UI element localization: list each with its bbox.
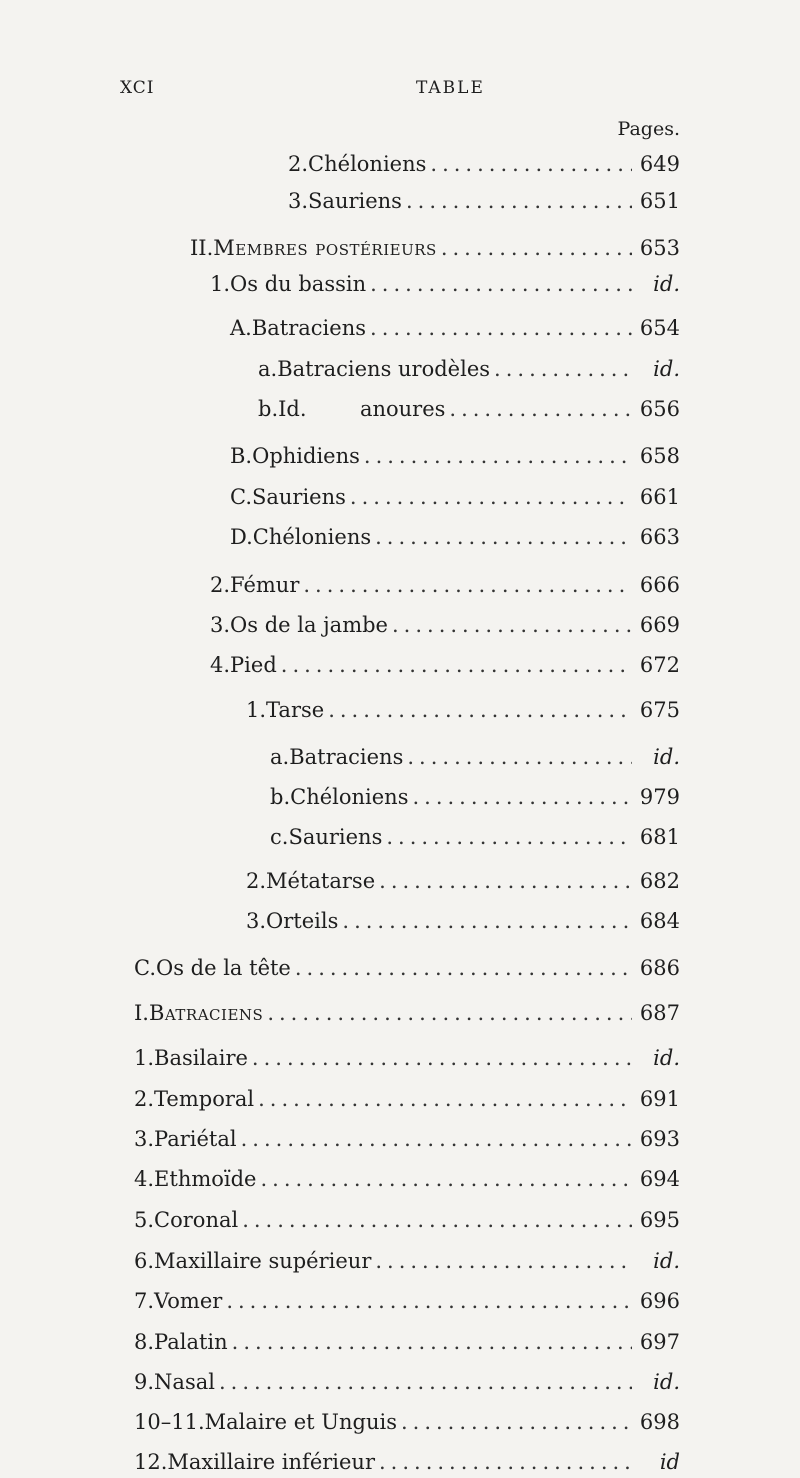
entry-label: Membres postérieurs: [213, 236, 437, 260]
entry-number: b.: [270, 785, 291, 809]
entry-label: Chéloniens: [308, 152, 427, 176]
dot-leader: [441, 232, 632, 264]
toc-entry: [134, 1326, 680, 1358]
dot-leader: [303, 569, 632, 601]
entry-number: a.: [258, 357, 278, 381]
page-number: 658: [639, 444, 680, 468]
dot-leader: [430, 148, 632, 180]
dot-leader: [375, 1245, 632, 1277]
page-number: id.: [653, 1370, 680, 1394]
page-number: 669: [639, 613, 680, 637]
entry-number: 6.: [134, 1249, 155, 1273]
dot-leader: [379, 865, 632, 897]
toc-entry: [134, 1042, 680, 1074]
entry-label: Batraciens urodèles: [277, 357, 491, 381]
dot-leader: [242, 1204, 632, 1236]
dot-leader: [328, 694, 632, 726]
dot-leader: [260, 1163, 632, 1195]
toc-entry: [134, 1406, 680, 1438]
dot-leader: [267, 997, 632, 1029]
page-number: 663: [639, 525, 680, 549]
toc-entry: [210, 609, 680, 641]
toc-entry: [134, 1123, 680, 1155]
page-number: 682: [639, 869, 680, 893]
toc-entry: [134, 1446, 680, 1478]
entry-number: 3.: [246, 909, 267, 933]
dot-leader: [232, 1326, 632, 1358]
entry-label: Ethmoïde: [154, 1167, 257, 1191]
dot-leader: [370, 312, 632, 344]
entry-number: 4.: [210, 653, 231, 677]
toc-entry: [258, 393, 680, 425]
page-number: 653: [639, 236, 680, 260]
toc-entry: [230, 312, 680, 344]
dot-leader: [241, 1123, 632, 1155]
dot-leader: [226, 1285, 632, 1317]
toc-entry: [246, 694, 680, 726]
entry-label: Sauriens: [252, 485, 346, 509]
entry-number: 2.: [134, 1087, 155, 1111]
entry-label: Tarse: [266, 698, 325, 722]
toc-entry: [134, 1285, 680, 1317]
dot-leader: [412, 781, 632, 813]
entry-label: Orteils: [266, 909, 339, 933]
toc-entry: [134, 1245, 680, 1277]
entry-number: I.: [134, 1001, 149, 1025]
entry-label: Palatin: [154, 1330, 228, 1354]
dot-leader: [392, 609, 632, 641]
entry-label: Os de la tête: [156, 956, 291, 980]
entry-number: 1.: [246, 698, 267, 722]
entry-number: II.: [190, 236, 214, 260]
entry-number: 1.: [210, 272, 231, 296]
entry-number: C.: [230, 485, 252, 509]
entry-label: Os du bassin: [230, 272, 367, 296]
running-title: TABLE: [416, 78, 485, 98]
page-number: id.: [653, 1249, 680, 1273]
page-number: id.: [653, 745, 680, 769]
page-number: id.: [653, 357, 680, 381]
entry-number: 3.: [288, 189, 309, 213]
dot-leader: [379, 1446, 632, 1478]
dot-leader: [364, 440, 632, 472]
dot-leader: [401, 1406, 632, 1438]
page-folio: XCI: [120, 78, 155, 98]
dot-leader: [370, 268, 632, 300]
dot-leader: [350, 481, 632, 513]
page-number: id.: [653, 272, 680, 296]
dot-leader: [219, 1366, 632, 1398]
entry-label: Nasal: [154, 1370, 215, 1394]
page-number: 696: [639, 1289, 680, 1313]
page-number: 694: [639, 1167, 680, 1191]
toc-entry: [288, 185, 680, 217]
page-number: 649: [639, 152, 680, 176]
toc-entry: [230, 440, 680, 472]
entry-label: Vomer: [154, 1289, 223, 1313]
entry-label: Batraciens: [289, 745, 404, 769]
page-number: 686: [639, 956, 680, 980]
page-number: 687: [639, 1001, 680, 1025]
page-number: 675: [639, 698, 680, 722]
entry-label: Temporal: [154, 1087, 255, 1111]
entry-number: 12.: [134, 1450, 168, 1474]
entry-number: B.: [230, 444, 253, 468]
entry-number: b.: [258, 397, 279, 421]
entry-number: 2.: [246, 869, 267, 893]
dot-leader: [406, 185, 632, 217]
entry-number: 1.: [134, 1046, 155, 1070]
entry-label: Id. anoures: [278, 397, 446, 421]
dot-leader: [252, 1042, 632, 1074]
entry-number: 2.: [210, 573, 231, 597]
entry-label: Pied: [230, 653, 277, 677]
toc-entry: [210, 569, 680, 601]
entry-label: Métatarse: [266, 869, 376, 893]
toc-entry: [230, 521, 680, 553]
entry-number: 3.: [134, 1127, 155, 1151]
page-number: 666: [639, 573, 680, 597]
entry-number: D.: [230, 525, 253, 549]
toc-entry: [270, 821, 680, 853]
page-number: 681: [639, 825, 680, 849]
dot-leader: [407, 741, 632, 773]
entry-number: a.: [270, 745, 290, 769]
entry-label: Malaire et Unguis: [204, 1410, 397, 1434]
entry-number: 2.: [288, 152, 309, 176]
pages-column-label: Pages.: [617, 118, 680, 140]
entry-label: Batraciens: [148, 1001, 264, 1025]
entry-number: 8.: [134, 1330, 155, 1354]
toc-entry: [134, 1204, 680, 1236]
entry-number: 4.: [134, 1167, 155, 1191]
page-number: 651: [639, 189, 680, 213]
entry-label: Batraciens: [251, 316, 367, 340]
entry-number: A.: [230, 316, 252, 340]
entry-label: Coronal: [154, 1208, 239, 1232]
page-number: 698: [639, 1410, 680, 1434]
toc-entry: [134, 1366, 680, 1398]
toc-entry: [210, 649, 680, 681]
page-number: 684: [639, 909, 680, 933]
page-number: 691: [639, 1087, 680, 1111]
page-number: id: [659, 1450, 680, 1474]
page-number: 693: [639, 1127, 680, 1151]
toc-entry: [270, 781, 680, 813]
toc-entry: [230, 481, 680, 513]
toc-entry: [246, 905, 680, 937]
page-header: [0, 78, 800, 108]
page-number: 697: [639, 1330, 680, 1354]
entry-label: Pariétal: [154, 1127, 237, 1151]
entry-number: c.: [270, 825, 289, 849]
dot-leader: [295, 952, 632, 984]
toc-entry: [134, 1083, 680, 1115]
entry-label: Fémur: [230, 573, 300, 597]
dot-leader: [258, 1083, 632, 1115]
page-number: 656: [639, 397, 680, 421]
entry-number: 7.: [134, 1289, 155, 1313]
toc-entry: [258, 353, 680, 385]
entry-number: C.: [134, 956, 156, 980]
entry-label: Sauriens: [308, 189, 402, 213]
toc-entry: [270, 741, 680, 773]
page-number: 654: [639, 316, 680, 340]
page-number: 672: [639, 653, 680, 677]
entry-label: Maxillaire inférieur: [167, 1450, 375, 1474]
entry-number: 3.: [210, 613, 231, 637]
dot-leader: [494, 353, 632, 385]
toc-entry: [134, 997, 680, 1029]
toc-entry: [190, 232, 680, 264]
entry-label: Maxillaire supérieur: [154, 1249, 372, 1273]
page-number: id.: [653, 1046, 680, 1070]
toc-entry: [210, 268, 680, 300]
dot-leader: [375, 521, 632, 553]
entry-label: Sauriens: [288, 825, 383, 849]
toc-entry: [288, 148, 680, 180]
page-number: 979: [639, 785, 680, 809]
entry-label: Chéloniens: [290, 785, 409, 809]
dot-leader: [342, 905, 632, 937]
page-number: 695: [639, 1208, 680, 1232]
dot-leader: [449, 393, 632, 425]
dot-leader: [281, 649, 632, 681]
toc-entry: [246, 865, 680, 897]
toc-entry: [134, 952, 680, 984]
entry-label: Chéloniens: [252, 525, 372, 549]
dot-leader: [386, 821, 632, 853]
entry-label: Ophidiens: [252, 444, 360, 468]
toc-entry: [134, 1163, 680, 1195]
entry-label: Basilaire: [154, 1046, 248, 1070]
entry-label: Os de la jambe: [230, 613, 388, 637]
page-number: 661: [639, 485, 680, 509]
entry-number: 5.: [134, 1208, 155, 1232]
entry-number: 9.: [134, 1370, 155, 1394]
entry-number: 10–11.: [134, 1410, 205, 1434]
